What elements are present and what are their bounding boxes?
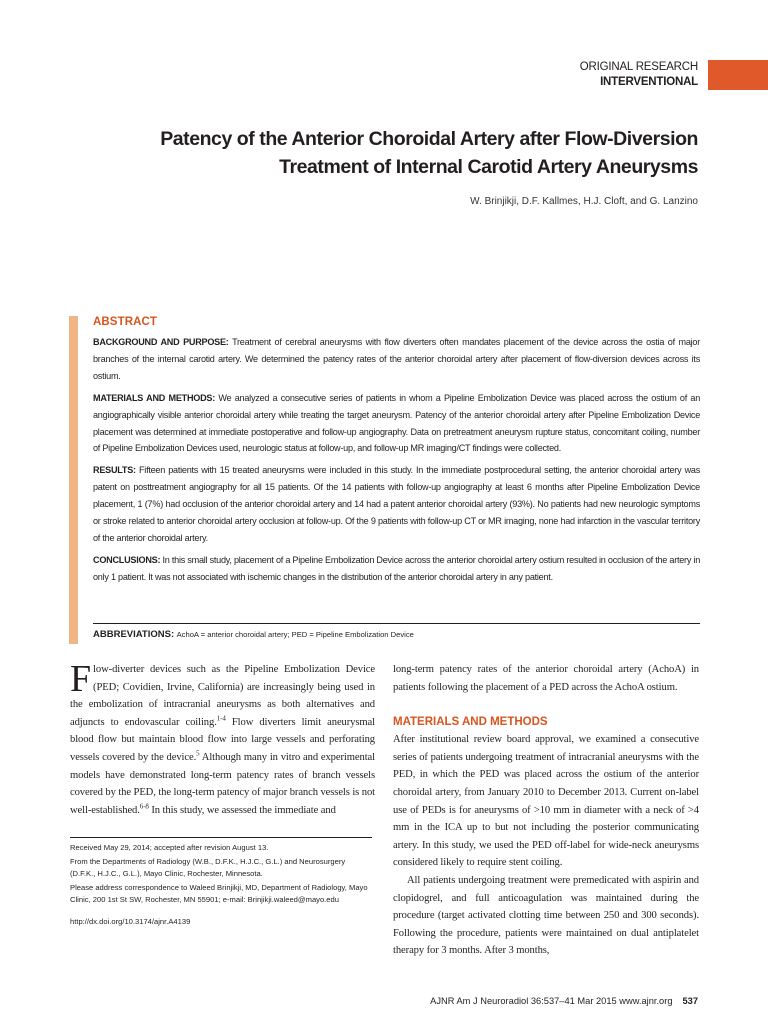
reference-1-4[interactable]: 1-4 [216, 714, 226, 723]
drop-cap: F [70, 658, 92, 700]
footnote-affiliation: From the Departments of Radiology (W.B., D.F.K., H.J.C., G.L.) and Neurosurgery (D.F.K., H.J.C., G.L.), Mayo Clinic, Rochester, Minnesota. [70, 857, 346, 879]
intro-paragraph [70, 658, 375, 819]
methods-heading: MATERIALS AND METHODS [393, 716, 548, 729]
intro-text-a: low-diverter devices such as the Pipeline Embolization Device (PED; Covidien, Irvine, California) are increasingly being used in the embolization of intracranial aneurysms as both alternatives and adjuncts to endovascular coiling. [70, 664, 375, 728]
body-column-right [393, 661, 699, 960]
abstract-side-bar [69, 316, 78, 644]
abstract-methods-label: MATERIALS AND METHODS: [93, 392, 215, 403]
abbreviations-text: AchoA = anterior choroidal artery; PED = Pipeline Embolization Device [176, 630, 414, 639]
footnote-correspondence: Please address correspondence to Waleed Brinjikji, MD, Department of Radiology, Mayo Clinic, 200 1st St SW, Rochester, MN 55901; e-mail: Brinjikji.waleed@mayo.edu [70, 883, 368, 905]
abstract-methods-text: We analyzed a consecutive series of patients in whom a Pipeline Embolization Device was placed across the ostium of an angiographically visible anterior choroidal artery while treating the target aneurysm. Patency of the anterior choroidal artery after Pipeline Embolization Device placement was determined at immediate postoperative and follow-up angiography. Data on pretreatment aneurysm rupture status, concomitant coiling, number of Pipeline Embolization Devices used, neurologic status at follow-up, and follow-up MR imaging/CT findings were collected. [93, 392, 700, 454]
abstract-heading: ABSTRACT [93, 316, 158, 328]
abstract-methods [93, 390, 700, 458]
abstract-results [93, 462, 700, 547]
article-title-line1: Patency of the Anterior Choroidal Artery after Flow-Diversion [160, 128, 698, 150]
abstract-background-label: BACKGROUND AND PURPOSE: [93, 337, 229, 347]
footnote-divider [70, 837, 372, 838]
abstract-conclusions-text: In this small study, placement of a Pipeline Embolization Device across the anterior choroidal artery ostium resulted in occlusion of the artery in only 1 patient. It was not associated with ischemic changes in the distribution of the anterior choroidal artery in any patient. [93, 554, 700, 582]
journal-citation: AJNR Am J Neuroradiol 36:537–41 Mar 2015 www.ajnr.org [430, 996, 673, 1006]
section-type: ORIGINAL RESEARCH [579, 61, 698, 73]
section-label [580, 60, 698, 90]
article-title [60, 125, 698, 181]
body-column-left [70, 658, 375, 819]
abbreviations-divider [93, 623, 700, 624]
reference-5[interactable]: 5 [196, 749, 200, 758]
methods-paragraph-1: After institutional review board approval, we examined a consecutive series of patients undergoing treatment of intracranial aneurysms with the PED, in which the PED was placed across the ostium of the anterior choroidal artery, from January 2010 to December 2013. Current on-label use of PEDs is for aneurysms of >10 mm in diameter with a neck of >4 mm in the ICA up to but not including the posterior communicating artery. In this study, we used the PED off-label for wide-neck aneurysms considered likely to require stent coiling. [393, 734, 699, 869]
abstract-block [93, 316, 700, 591]
section-color-tab [708, 60, 768, 90]
article-title-line2: Treatment of Internal Carotid Artery Aneurysms [279, 156, 698, 178]
reference-6-8[interactable]: 6-8 [139, 802, 149, 811]
abstract-conclusions-label: CONCLUSIONS: [93, 554, 161, 565]
doi-link[interactable]: http://dx.doi.org/10.3174/ajnr.A4139 [70, 917, 191, 927]
footnotes [70, 842, 370, 931]
section-subtype: INTERVENTIONAL [600, 76, 698, 88]
abbreviations [93, 629, 700, 640]
abstract-results-text: Fifteen patients with 15 treated aneurysms were included in this study. In the immediate postprocedural setting, the anterior choroidal artery was patent on posttreatment angiography for all 15 patients. Of the 14 patients with follow-up angiography at least 6 months after Pipeline Embolization Device placement, 1 (7%) had occlusion of the anterior choroidal artery and 14 had a patent anterior choroidal artery (93%). No patients had new neurologic symptoms or stroke related to anterior choroidal artery occlusion at follow-up. Of the 9 patients with follow-up CT or MR imaging, none had infarction in the vascular territory of the anterior choroidal artery. [93, 465, 700, 543]
intro-paragraph-continued: long-term patency rates of the anterior choroidal artery (AchoA) in patients following the placement of a PED across the AchoA ostium. [393, 664, 699, 693]
abstract-background-text: Treatment of cerebral aneurysms with flow diverters often mandates placement of the device across the ostia of major branches of the internal carotid artery. We determined the patency rates of the anterior choroidal artery after placement of flow-diversion devices across its ostium. [93, 337, 700, 381]
intro-text-c: Although many in vitro and experimental models have demonstrated long-term patency rates of branch vessels covered by the PED, the long-term patency of major branch vessels is not well-established. [70, 751, 375, 816]
abbreviations-label: ABBREVIATIONS: [93, 629, 175, 640]
abstract-conclusions [93, 552, 700, 586]
intro-text-d: In this study, we assessed the immediate and [148, 804, 336, 816]
page-number: 537 [682, 996, 698, 1006]
author-list: W. Brinjikji, D.F. Kallmes, H.J. Cloft, and G. Lanzino [470, 196, 698, 207]
intro-text-b: Flow diverters limit aneurysmal blood flow but maintain blood flow into large vessels and perforating vessels covered by the device. [70, 716, 375, 763]
abstract-results-label: RESULTS: [93, 465, 136, 476]
methods-paragraph-2: All patients undergoing treatment were premedicated with aspirin and clopidogrel, and full anticoagulation was maintained during the procedure (target activated clotting time between 250 and 300 seconds). Following the procedure, patients were maintained on dual antiplatelet therapy for 3 months. After 3 months, [393, 874, 699, 957]
page-footer [430, 996, 698, 1006]
abstract-background [93, 334, 700, 385]
footnote-received: Received May 29, 2014; accepted after revision August 13. [70, 843, 269, 852]
